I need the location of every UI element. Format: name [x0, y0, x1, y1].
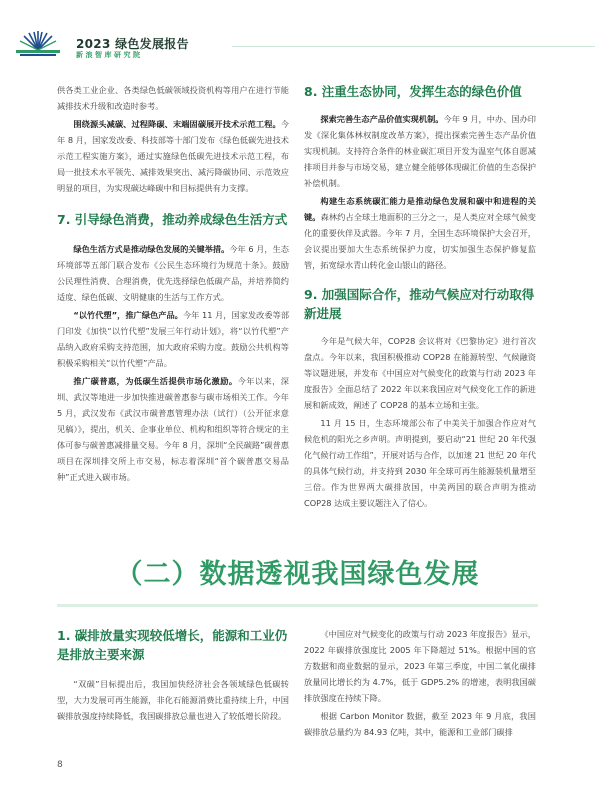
paragraph-body: 森林约占全球土地面积的三分之一，是人类应对全球气候变化的重要伙伴及武器。今年 7 月，全国生态环境保护大会召开，会议提出要加大生态系统保护力度，切实加强生态保护修复监管，拓宽绿水青山转化金山银山的路径。: [304, 212, 536, 270]
paragraph: 供各类工业企业、各类绿色低碳领域投资机构等用户在进行节能减排技术升级和改造时参考。: [57, 85, 289, 111]
paragraph: “双碳”目标提出后，我国加快经济社会各领域绿色低碳转型，大力发展可再生能源，非化石能源消费比重持续上升，中国碳排放强度持续降低，我国碳排放总量也进入了较低增长阶段。: [57, 679, 289, 721]
paragraph-lead: 推广碳普惠，为低碳生活提供市场化激励。: [73, 376, 238, 386]
page-header: [0, 0, 595, 62]
report-logo-icon: [12, 30, 64, 58]
report-title: 2023 绿色发展报告: [76, 37, 189, 51]
part-title-underline: [57, 604, 538, 607]
paragraph: 今年是气候大年，COP28 会议将对《巴黎协定》进行首次盘点。今年以来，我国积极推动 COP28 在能源转型、气候融资等议题进展，并发布《中国应对气候变化的政策与行动 2023 年度报告》全面总结了 2022 年以来我国应对气候变化工作的新进展和新成效，阐述了 COP28 的基本立场和主张。: [304, 336, 536, 410]
paragraph: [304, 193, 536, 273]
part-title: （二）数据透视我国绿色发展: [115, 559, 480, 590]
right-column-bottom: [304, 626, 536, 742]
left-column-bottom: [57, 626, 289, 726]
section-7-title: 7. 引导绿色消费，推动养成绿色生活方式: [57, 212, 288, 227]
paragraph: [57, 241, 289, 305]
paragraph-body: 今年以来，深圳、武汉等地进一步加快推进碳普惠参与碳市场相关工作。今年 5 月，武汉发布《武汉市碳普惠管理办法（试行）（公开征求意见稿）》，提出，机关、企事业单位、机构和组织等符合规定的主体可参与碳普惠减排量交易。今年 8 月，深圳“全民碳路”碳普惠项目在深圳排交所上市交易，标志着深圳“首个碳普惠交易品种”正式进入碳市场。: [57, 376, 289, 482]
paragraph: [57, 307, 289, 371]
subsection-1-title: 1. 碳排放量实现较低增长，能源和工业仍是排放主要来源: [57, 628, 288, 662]
paragraph-lead: 绿色生活方式是推动绿色发展的关键举措。: [73, 244, 230, 254]
paragraph: [57, 373, 289, 485]
paragraph: 《中国应对气候变化的政策与行动 2023 年度报告》显示，2022 年碳排放强度比 2005 年下降超过 51%。根据中国的官方数据和商业数据的显示，2023 年第三季度，中国二氧化碳排放量同比增长约为 4.7%，低于 GDP5.2% 的增速，表明我国碳排放强度在持续下降。: [304, 629, 536, 703]
report-subtitle: 新浪智库研究院: [76, 51, 143, 59]
header-divider: [232, 46, 595, 47]
paragraph-body: 今年 8 月，国家发改委、科技部等十部门发布《绿色低碳先进技术示范工程实施方案》，通过实施绿色低碳先进技术示范工程，布局一批技术水平领先、减排效果突出、减污降碳协同、示范效应明显的项目，为实现碳达峰碳中和目标提供有力支撑。: [57, 119, 289, 193]
paragraph-body: 今年 11 月，国家发改委等部门印发《加快“以竹代塑”发展三年行动计划》，将“以竹代塑”产品纳入政府采购支持范围，加大政府采购力度。鼓励公共机构等积极采购相关“以竹代塑”产品。: [57, 310, 290, 368]
paragraph-body: 今年 9 月，中办、国办印发《深化集体林权制度改革方案》，提出探索完善生态产品价值实现机制。支持符合条件的林业碳汇项目开发为温室气体自愿减排项目并参与市场交易，建立健全能够体现碳汇价值的生态保护补偿机制。: [304, 114, 536, 188]
paragraph-lead: 构建生态系统碳汇能力是推动绿色发展和碳中和进程的关键。: [304, 196, 536, 222]
paragraph-lead: 探索完善生态产品价值实现机制。: [320, 114, 444, 124]
section-8-title: 8. 注重生态协同，发挥生态的绿色价值: [304, 84, 522, 99]
page-number: 8: [57, 760, 63, 770]
paragraph-body: 今年 6 月，生态环境部等五部门联合发布《公民生态环境行为规范十条》。鼓励公民理性消费、合理消费，优先选择绿色低碳产品，并培养简约适度、绿色低碳、文明健康的生活与工作方式。: [57, 244, 289, 302]
paragraph: 11 月 15 日，生态环境部公布了中美关于加强合作应对气候危机的阳光之乡声明。声明提到，要启动“21 世纪 20 年代强化气候行动工作组”，开展对话与合作，以加速 21 世纪 20 年代的具体气候行动，并支持到 2030 年全球可再生能源装机量增至三倍。作为世界两大碳排放国，中美两国的联合声明为推动 COP28 达成主要议题注入了信心。: [304, 418, 536, 508]
paragraph-lead: 围绕源头减碳、过程降碳、末端固碳展开技术示范工程。: [73, 119, 281, 129]
left-column: [57, 82, 289, 487]
paragraph-lead: “以竹代塑”，推广绿色产品。: [73, 310, 183, 320]
paragraph: [304, 111, 536, 191]
section-9-title: 9. 加强国际合作，推动气候应对行动取得新进展: [304, 287, 535, 321]
paragraph: [57, 116, 289, 196]
paragraph: 根据 Carbon Monitor 数据，截至 2023 年 9 月底，我国碳排放总量约为 84.93 亿吨，其中，能源和工业部门碳排: [304, 711, 536, 737]
right-column: [304, 82, 536, 513]
